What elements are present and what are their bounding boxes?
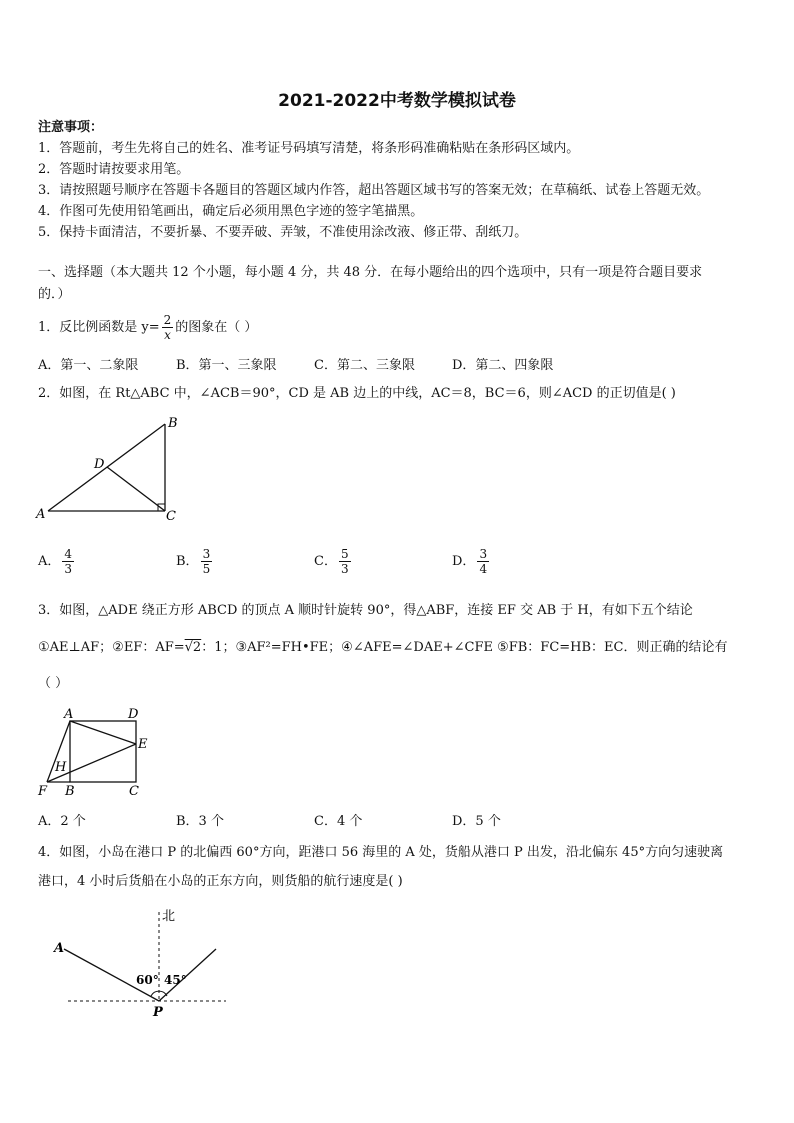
q3-line2-pre: ①AE⊥AF；②EF：AF= (38, 640, 185, 655)
q3-label-e: E (138, 737, 148, 752)
q3-sqrt2: √2 (184, 640, 202, 655)
q1-fraction (162, 313, 174, 342)
q2-option-a[interactable] (38, 547, 76, 576)
q1-stem (38, 313, 257, 342)
q3-option-d[interactable]: D．5 个 (452, 814, 501, 829)
q2-label-c: C (166, 509, 176, 524)
q2-option-d[interactable] (452, 547, 491, 576)
q4-label-p: P (153, 1005, 163, 1019)
section1-line1: 一、选择题（本大题共 12 个小题，每小题 4 分，共 48 分．在每小题给出的四个选项中，只有一项是符合题目要求 (38, 265, 703, 280)
q3-segment-ae (70, 721, 136, 744)
q2-option-b-letter: B． (176, 554, 199, 569)
q4-angle-60: 60° (136, 973, 159, 987)
q2-option-c-letter: C． (314, 554, 337, 569)
q3-option-c[interactable]: C．4 个 (314, 814, 363, 829)
q2-option-c-num: 5 (340, 547, 349, 561)
q2-option-b[interactable] (176, 547, 214, 576)
q3-option-a[interactable]: A．2 个 (38, 814, 86, 829)
q1-option-b[interactable]: B．第一、三象限 (176, 358, 277, 373)
q3-line2-post: ：1；③AF²=FH•FE；④∠AFE=∠DAE+∠CFE ⑤FB：FC=HB：EC．则正确的结论有 (201, 640, 728, 655)
q2-option-a-num: 4 (64, 547, 73, 561)
q2-label-a: A (36, 507, 46, 522)
q3-label-b: B (65, 784, 75, 798)
q3-stem-line2 (38, 638, 728, 658)
q1-frac-den: x (164, 328, 171, 342)
q2-label-b: B (168, 416, 178, 431)
q2-option-a-den: 3 (64, 562, 73, 576)
q3-square-abcd (70, 721, 136, 782)
q2-median-cd (107, 467, 165, 511)
q1-stem-post: 的图象在（ ） (175, 320, 258, 335)
q4-stem-line1: 4．如图，小岛在港口 P 的北偏西 60°方向，距港口 56 海里的 A 处，货船从港口 P 出发，沿北偏东 45°方向匀速驶离 (38, 845, 724, 860)
q2-option-c-fraction (339, 547, 351, 576)
q3-stem-line3: （ ） (38, 676, 69, 691)
q2-option-a-fraction (62, 547, 74, 576)
q2-option-b-fraction (201, 547, 213, 576)
notice-heading: 注意事项： (38, 120, 104, 135)
q2-option-b-num: 3 (202, 547, 211, 561)
q2-option-d-num: 3 (479, 547, 488, 561)
q2-option-c[interactable] (314, 547, 353, 576)
q3-label-d: D (128, 707, 139, 722)
q3-option-b[interactable]: B．3 个 (176, 814, 224, 829)
q2-option-d-fraction (477, 547, 489, 576)
q4-angle-45: 45° (164, 973, 187, 987)
q3-stem: 3．如图，△ADE 绕正方形 ABCD 的顶点 A 顺时针旋转 90°，得△ABF，连接 EF 交 AB 于 H，有如下五个结论 (38, 603, 693, 618)
q4-bearing-figure (48, 904, 238, 1019)
q2-option-d-den: 4 (479, 562, 488, 576)
q2-option-c-den: 3 (340, 562, 349, 576)
notice-item-3: 3．请按照题号顺序在答题卡各题目的答题区域内作答，超出答题区域书写的答案无效；在草稿纸、试卷上答题无效。 (38, 183, 710, 198)
q1-stem-pre: 1．反比例函数是 y= (38, 320, 160, 335)
q4-label-a: A (54, 941, 65, 956)
q3-label-a: A (64, 707, 74, 722)
q1-option-a[interactable]: A．第一、二象限 (38, 358, 139, 373)
q2-triangle-figure (30, 412, 190, 527)
notice-item-4: 4．作图可先使用铅笔画出，确定后必须用黑色字迹的签字笔描黑。 (38, 204, 424, 219)
q2-option-b-den: 5 (202, 562, 211, 576)
q3-label-c: C (129, 784, 139, 798)
notice-item-2: 2．答题时请按要求用笔。 (38, 162, 190, 177)
page-title: 2021-2022中考数学模拟试卷 (278, 91, 516, 111)
q3-label-f: F (38, 784, 48, 798)
q1-option-c[interactable]: C．第二、三象限 (314, 358, 415, 373)
q1-option-d[interactable]: D．第二、四象限 (452, 358, 554, 373)
q1-frac-num: 2 (163, 313, 172, 327)
section1-line2: 的．） (38, 287, 71, 302)
q4-stem-line2: 港口，4 小时后货船在小岛的正东方向，则货船的航行速度是( ) (38, 874, 403, 889)
q2-option-d-letter: D． (452, 554, 476, 569)
q2-stem: 2．如图，在 Rt△ABC 中，∠ACB＝90°，CD 是 AB 边上的中线，AC＝8，BC＝6，则∠ACD 的正切值是( ) (38, 386, 676, 401)
q3-label-h: H (55, 760, 67, 775)
q2-option-a-letter: A． (38, 554, 61, 569)
q4-label-north: 北 (162, 909, 176, 924)
notice-item-5: 5．保持卡面清洁，不要折暴、不要弄破、弄皱，不准使用涂改液、修正带、刮纸刀。 (38, 225, 528, 240)
q3-square-figure (32, 704, 162, 798)
q2-label-d: D (94, 457, 105, 472)
notice-item-1: 1．答题前，考生先将自己的姓名、准考证号码填写清楚，将条形码准确粘贴在条形码区域内。 (38, 141, 580, 156)
